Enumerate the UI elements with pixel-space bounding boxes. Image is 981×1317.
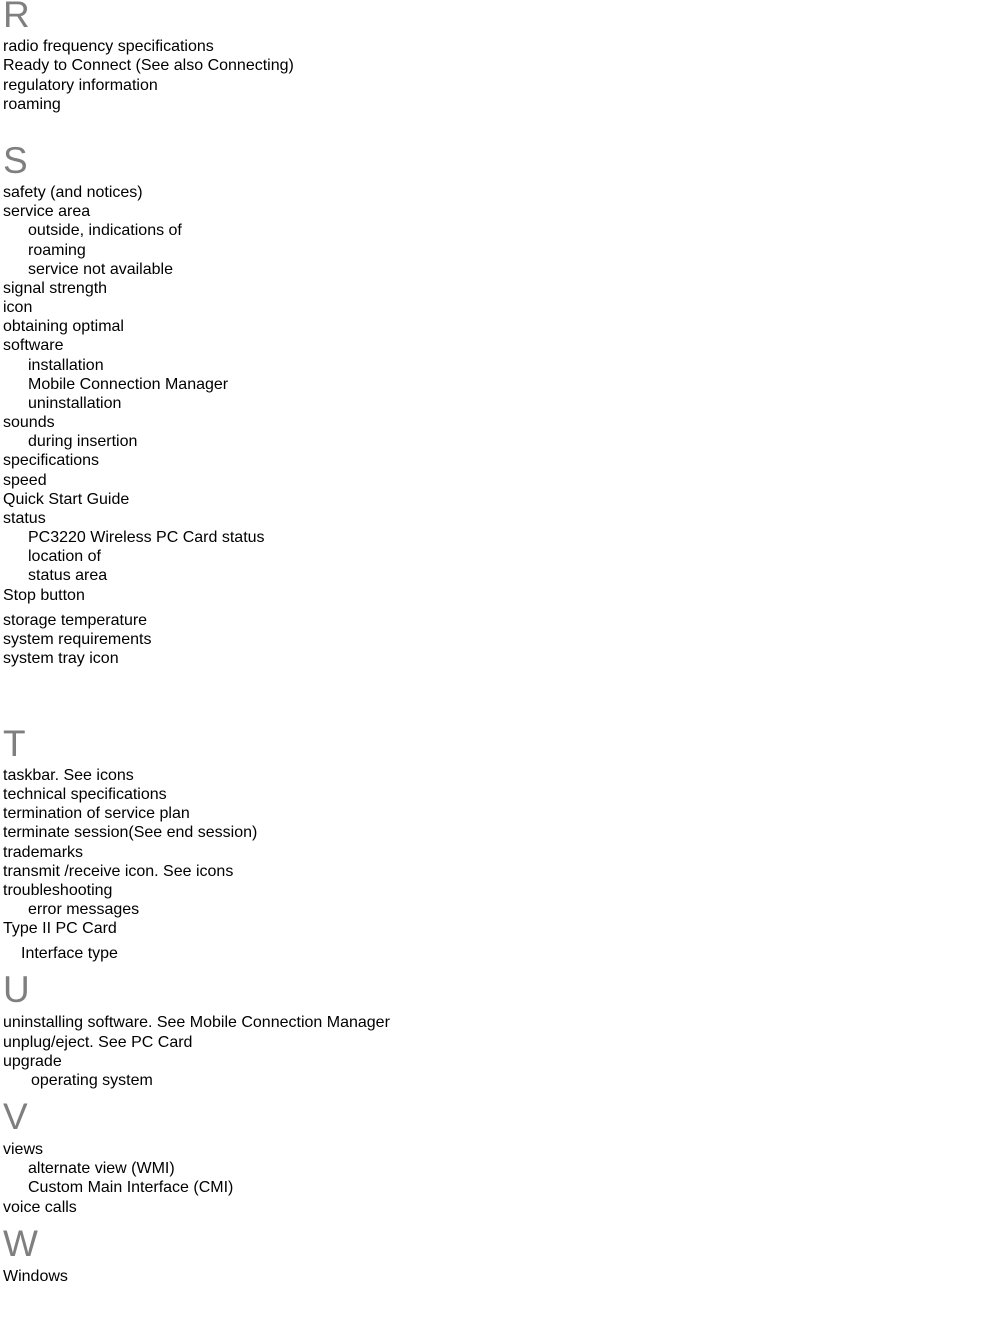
index-entry: transmit /receive icon. See icons	[3, 863, 234, 880]
index-subentry: operating system	[31, 1072, 153, 1089]
section-letter-w: W	[3, 1223, 38, 1264]
index-entry: Windows	[3, 1268, 68, 1285]
index-entry: radio frequency specifications	[3, 38, 214, 55]
index-entry: regulatory information	[3, 77, 158, 94]
index-entry: trademarks	[3, 844, 84, 861]
index-entry: technical specifications	[3, 786, 167, 803]
index-subentry: installation	[28, 357, 104, 374]
index-entry: icon	[3, 299, 33, 316]
index-entry: signal strength	[3, 280, 108, 297]
index-entry: roaming	[3, 96, 61, 113]
section-letter-t: T	[3, 723, 26, 764]
index-entry: safety (and notices)	[3, 184, 143, 201]
index-entry: uninstalling software. See Mobile Connection Manager	[3, 1014, 390, 1031]
index-subentry: service not available	[28, 261, 173, 278]
index-entry: sounds	[3, 414, 55, 431]
index-subentry: Custom Main Interface (CMI)	[28, 1179, 234, 1196]
index-subentry: Mobile Connection Manager	[28, 376, 229, 393]
index-entry: taskbar. See icons	[3, 767, 134, 784]
index-entry: software	[3, 337, 64, 354]
index-subentry: location of	[28, 548, 101, 565]
index-subentry: outside, indications of	[28, 222, 182, 239]
index-subentry: uninstallation	[28, 395, 122, 412]
index-subentry: roaming	[28, 242, 86, 259]
index-entry: unplug/eject. See PC Card	[3, 1034, 193, 1051]
index-entry: obtaining optimal	[3, 318, 124, 335]
index-entry: Quick Start Guide	[3, 491, 130, 508]
index-entry: terminate session(See end session)	[3, 824, 258, 841]
index-subentry: alternate view (WMI)	[28, 1160, 175, 1177]
section-letter-r: R	[3, 0, 30, 35]
index-entry: service area	[3, 203, 91, 220]
index-entry: status	[3, 510, 46, 527]
index-entry: troubleshooting	[3, 882, 113, 899]
index-entry: upgrade	[3, 1053, 62, 1070]
section-letter-v: V	[3, 1096, 28, 1137]
index-entry: termination of service plan	[3, 805, 190, 822]
index-entry: speed	[3, 472, 47, 489]
index-entry: specifications	[3, 452, 100, 469]
section-letter-u: U	[3, 969, 30, 1010]
index-subentry: Interface type	[21, 945, 118, 962]
index-entry: system tray icon	[3, 650, 119, 667]
index-entry: views	[3, 1141, 44, 1158]
index-subentry: during insertion	[28, 433, 138, 450]
index-entry: system requirements	[3, 631, 152, 648]
index-entry: Type II PC Card	[3, 920, 117, 937]
section-letter-s: S	[3, 140, 28, 181]
index-entry: Ready to Connect (See also Connecting)	[3, 57, 294, 74]
index-subentry: error messages	[28, 901, 140, 918]
index-subentry: PC3220 Wireless PC Card status	[28, 529, 265, 546]
index-entry: voice calls	[3, 1199, 77, 1216]
index-entry: Stop button	[3, 587, 85, 604]
index-subentry: status area	[28, 567, 108, 584]
index-entry: storage temperature	[3, 612, 148, 629]
